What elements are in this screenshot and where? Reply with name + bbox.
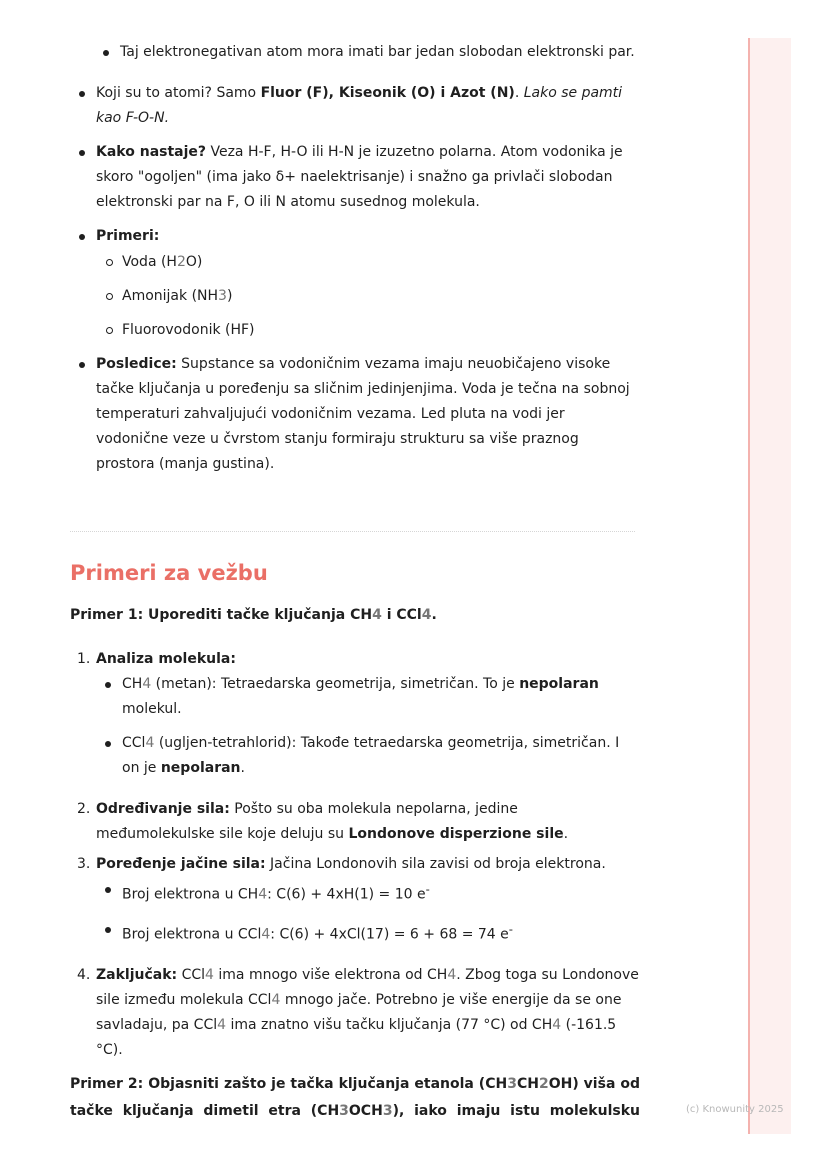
text: Broj elektrona u CH: [122, 886, 259, 903]
bold-text: Zaključak:: [96, 967, 178, 984]
section-title: Primeri za vežbu: [70, 561, 268, 585]
sub-bullet: [120, 40, 640, 65]
text: ): [226, 288, 233, 304]
subscript: 4: [258, 886, 268, 903]
superscript: -: [508, 921, 513, 936]
text: OCH: [348, 1103, 383, 1119]
text: CH: [122, 676, 143, 692]
section-divider: [70, 531, 635, 532]
sub-bullet-text: Taj elektronegativan atom mora imati bar jedan slobodan elektronski par.: [120, 44, 635, 60]
text: mnogo jače. Potrebno je više energije da se one savladaju, pa CCl: [96, 992, 622, 1034]
list-item: [122, 672, 640, 722]
subscript: 2: [176, 254, 186, 270]
text: Pošto su oba molekula nepolarna, jedine međumolekulske sile koje deluju su: [96, 801, 518, 842]
subscript: 4: [372, 607, 382, 623]
step-3: [77, 852, 640, 947]
text: Primer 1: Uporediti tačke ključanja CH: [70, 607, 373, 623]
list-item-atoms: [96, 81, 640, 131]
step-number: 2.: [77, 801, 91, 817]
bold-text: nepolaran: [519, 676, 599, 692]
subscript: 4: [421, 607, 432, 623]
steps-list: [70, 647, 640, 1063]
step-number: 3.: [77, 856, 91, 872]
text: ima mnogo više elektrona od CH: [213, 967, 448, 984]
examples-list: [96, 250, 640, 343]
subscript: 4: [142, 676, 152, 692]
subscript: 4: [552, 1017, 562, 1034]
bold-text: Londonove disperzione sile: [348, 826, 564, 842]
bold-text: Poređenje jačine sila:: [96, 856, 266, 872]
example-1-title: [70, 603, 640, 628]
bold-text: nepolaran: [160, 760, 241, 776]
sub-bullet-list: [70, 40, 640, 65]
step-3-bullets: [96, 877, 640, 947]
text: : C(6) + 4xCl(17) = 6 + 68 = 74 e: [270, 926, 509, 943]
text: tačke ključanja dimetil etra (CH: [70, 1103, 340, 1119]
bold-text: Posledice:: [96, 356, 177, 372]
text: .: [431, 607, 437, 623]
text: CCl: [122, 735, 146, 751]
text: Supstance sa vodoničnim vezama imaju neuobičajeno visoke tačke ključanja u poređenju sa sličnim jedinjenjima. Voda je tečna na sobnoj temperaturi zahvaljujući vodoničnim vezama. Led pluta na vodi jer vodonične veze u čvrstom stanju formiraju strukturu sa više praznog prostora (manja gustina).: [96, 356, 630, 472]
step-2: [77, 797, 640, 847]
italic-text: Lako se pamti kao F-O-N.: [96, 85, 623, 126]
subscript: 3: [382, 1103, 393, 1119]
text: Broj elektrona u CCl: [122, 926, 262, 943]
list-item-formation: [96, 140, 640, 215]
text: Amonijak (NH: [122, 288, 219, 304]
subscript: 3: [218, 288, 227, 304]
text: (metan): Tetraedarska geometrija, simetričan. To je: [151, 676, 520, 692]
text: : C(6) + 4xH(1) = 10 e: [267, 886, 426, 903]
subscript: 3: [339, 1103, 349, 1119]
text: Fluorovodonik (HF): [122, 322, 255, 338]
text: .: [563, 826, 569, 842]
text: O): [185, 254, 203, 270]
text: CH: [516, 1076, 539, 1092]
text: CCl: [177, 967, 206, 984]
step-number: 1.: [77, 651, 91, 667]
subscript: 4: [447, 967, 457, 984]
subscript: 4: [261, 926, 271, 943]
example-hf: [122, 318, 640, 343]
bold-text: Primeri:: [96, 228, 160, 244]
example-1-steps: [70, 647, 640, 1063]
text: OH) viša od: [548, 1076, 640, 1092]
text: (-161.5 °C).: [96, 1017, 617, 1059]
bold-text: Fluor (F), Kiseonik (O) i Azot (N): [260, 85, 515, 101]
text: Voda (H: [122, 254, 177, 270]
subscript: 3: [507, 1076, 517, 1092]
text: molekul.: [122, 701, 182, 717]
text: (ugljen-tetrahlorid): Takođe tetraedarska geometrija, simetričan. I on je: [122, 735, 620, 776]
example-ammonia: [122, 284, 640, 309]
bullet-list: [70, 81, 640, 477]
text: Primer 2: Objasniti zašto je tačka ključanja etanola (CH: [70, 1076, 508, 1092]
text: . Zbog toga su Londonove sile između molekula CCl: [96, 967, 639, 1009]
bold-text: Kako nastaje?: [96, 144, 207, 160]
text: i CCl: [381, 607, 422, 623]
step-number: 4.: [77, 967, 91, 984]
list-item: [122, 917, 640, 948]
text: .: [240, 760, 245, 776]
subscript: 4: [217, 1017, 227, 1034]
watermark: (c) Knowunity 2025: [686, 1104, 784, 1115]
list-item: [122, 731, 640, 781]
step-1: [77, 647, 640, 781]
list-item-examples: [96, 224, 640, 343]
subscript: 4: [271, 992, 281, 1009]
subscript: 4: [205, 967, 214, 984]
margin-line: [748, 38, 750, 1134]
margin-band: [748, 38, 791, 1134]
subscript: 2: [538, 1076, 549, 1092]
superscript: -: [425, 882, 430, 896]
example-2-line-1: [70, 1072, 640, 1097]
example-1-heading: [70, 607, 437, 623]
text: Koji su to atomi? Samo: [96, 85, 261, 101]
list-item: [122, 877, 640, 908]
example-2-line-2: [70, 1099, 640, 1124]
text: ima znatno višu tačku ključanja (77 °C) od CH: [226, 1017, 553, 1034]
bold-text: Određivanje sila:: [96, 801, 230, 817]
step-4: [77, 963, 640, 1063]
top-content: [70, 40, 640, 477]
text: .: [514, 85, 524, 101]
step-1-bullets: [96, 672, 640, 781]
example-water: [122, 250, 640, 275]
text: Jačina Londonovih sila zavisi od broja elektrona.: [265, 856, 606, 872]
text: ), iako imaju istu molekulsku: [392, 1103, 640, 1119]
text: Veza H-F, H-O ili H-N je izuzetno polarna. Atom vodonika je skoro "ogoljen" (ima jako δ+ naelektrisanje) i snažno ga privlači slobodan elektronski par na F, O ili N atomu susednog molekula.: [96, 144, 623, 210]
list-item-consequences: [96, 352, 640, 477]
subscript: 4: [145, 735, 155, 751]
bold-text: Analiza molekula:: [96, 651, 236, 667]
